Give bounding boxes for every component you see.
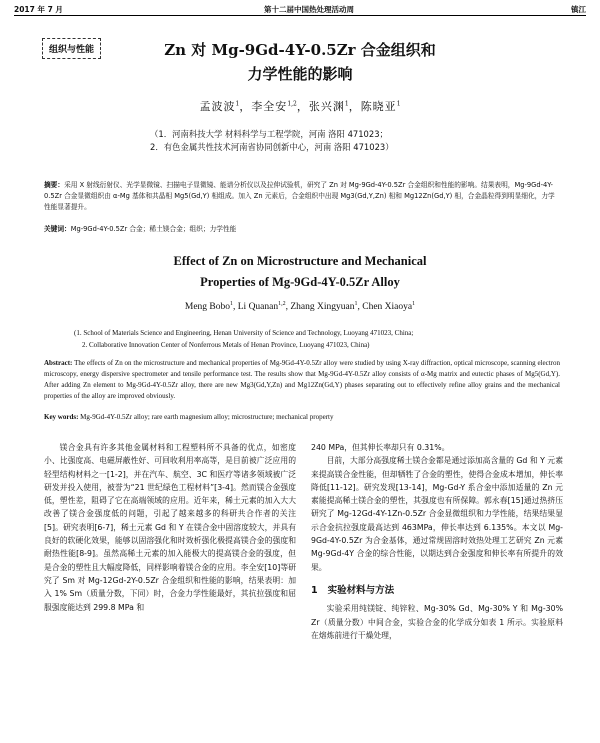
english-authors: Meng Bobo$^1$, Li Quanan$^{1,2}$, Zhang Xingyuan$^1$, Chen Xiaoya$^1$ (184, 301, 416, 313)
author-affiliation-mark: 1,2 (287, 100, 297, 108)
abstract-label: Abstract: (44, 359, 73, 367)
english-title-line2: Properties of Mg-9Gd-4Y-0.5Zr Alloy (200, 275, 400, 289)
author-affiliation-mark: 1 (412, 301, 416, 307)
abstract-text: The effects of Zn on the microstructure and mechanical properties of Mg-9Gd-4Y-0.5Zr alloy were studied by using X-ray diffraction, optical microscope, scanning electron microscopy, energy dispersive spectrometer and tensile performance test. The results show that Mg-9Gd-4Y-0.5Zr alloy consists of α-Mg matrix and eutectic phases of Mg5(Gd,Y). After adding Zn element to Mg-9Gd-4Y-0.5Zr alloy, there are new Mg3(Gd,Y,Zn) and Mg12Zn(Gd,Y) phases separating out to effectively refine alloy grains and the mechanical properties of the alloy are improved obviously. (44, 359, 560, 400)
keywords-label: 关键词： (44, 225, 71, 233)
author-affiliation-mark: 1 (396, 100, 401, 108)
author-name: 陈晓亚 (360, 100, 397, 113)
body-paragraph: 实验采用纯镁锭、纯锌粒、Mg-30% Gd、Mg-30% Y 和 Mg-30% Zr（质量分数）中间合金，实验合金的化学成分如表 1 所示。实验原料在熔炼前进行干燥处理， (311, 604, 563, 640)
author-affiliation-mark: 1 (354, 301, 358, 307)
chinese-abstract (44, 180, 560, 213)
author-name: 李全安 (251, 100, 288, 113)
author-affiliation-mark: 1 (344, 100, 349, 108)
chinese-authors: 孟波波$^1$，李全安$^{1,2}$，张兴渊$^1$，陈晓亚$^1$ (199, 100, 401, 113)
body-column-left (44, 441, 296, 614)
author-name: Zhang Xingyuan (290, 302, 355, 313)
abstract-text: 采用 X 射线衍射仪、光学显微镜、扫描电子显微镜、能谱分析仪以及拉伸试验机，研究了 Zn 对 Mg-9Gd-4Y-0.5Zr 合金组织和性能的影响。结果表明，Mg-9Gd-4Y-0.5Zr 合金显微组织由 α-Mg 基体和共晶相 Mg5(Gd,Y) 相组成。加入 Zn 元素后，合金组织中出现 Mg3(Gd,Y,Zn) 相和 Mg12Zn(Gd,Y) 相，合金晶粒得到明显细化，力学性能显著提升。 (44, 181, 555, 211)
affiliation-2: 2．有色金属共性技术河南省协同创新中心，河南 洛阳 471023） (150, 142, 394, 152)
body-column-right (311, 441, 563, 642)
english-keywords (44, 412, 560, 423)
body-paragraph: 240 MPa，但其伸长率却只有 0.31%。 (311, 443, 450, 452)
author-affiliation-mark: 1,2 (278, 301, 286, 307)
keywords-text: Mg-9Gd-4Y-0.5Zr 合金；稀土镁合金；组织；力学性能 (70, 225, 237, 233)
section-title: 实验材料与方法 (327, 584, 395, 596)
keywords-label: Key words: (44, 413, 79, 421)
section-number: 1 (311, 584, 318, 596)
header-date: 2017 年 7 月 (14, 5, 63, 14)
chinese-title-line2: 力学性能的影响 (247, 65, 353, 83)
abstract-label: 摘要： (44, 181, 65, 189)
header-journal: 第十二届中国热处理活动周 (264, 5, 354, 14)
author-name: Meng Bobo (184, 302, 230, 313)
english-title-line1: Effect of Zn on Microstructure and Mechanical (173, 254, 427, 268)
column-badge: 组织与性能 (42, 38, 101, 59)
affiliation-2: 2. Collaborative Innovation Center of Nonferrous Metals of Henan Province, Luoyang 471023, China) (82, 341, 370, 349)
header-rule (14, 15, 586, 16)
section-heading (311, 584, 563, 597)
chinese-title (0, 38, 600, 86)
author-name: Li Quanan (237, 302, 279, 313)
header-location: 镇江 (571, 5, 586, 14)
affiliation-1: （1．河南科技大学 材料科学与工程学院，河南 洛阳 471023； (150, 129, 388, 139)
affiliation-1: (1. School of Materials Science and Engineering, Henan University of Science and Technology, Luoyang 471023, China; (74, 329, 414, 337)
author-affiliation-mark: 1 (230, 301, 233, 307)
author-name: Chen Xiaoya (362, 302, 413, 313)
chinese-title-line1: Zn 对 Mg-9Gd-4Y-0.5Zr 合金组织和 (164, 41, 436, 59)
author-name: 孟波波 (199, 100, 236, 113)
english-title (0, 251, 600, 293)
keywords-text: Mg-9Gd-4Y-0.5Zr alloy; rare earth magnesium alloy; microstructure; mechanical property (80, 413, 334, 421)
english-abstract (44, 358, 560, 402)
body-paragraph: 目前，大部分高强度稀土镁合金都是通过添加高含量的 Gd 和 Y 元素来提高镁合金性能，但却牺牲了合金的塑性，使得合金成本增加，伸长率降低[11-12]。研究发现[13-14]，Mg-Gd-Y 系合金中添加适量的 Zn 元素能提高稀土镁合金的塑性，其强度也有所保障。郭永春[15]通过热挤压研究了 Mg-12Gd-4Y-1Zn-0.5Zr 合金显微组织和力学性能，结果结果显示合金抗拉强度最高达到 463MPa，伸长率达到 6.135%。本文以 Mg-9Gd-4Y-0.5Zr 为合金基体，通过常规固溶时效热处理工艺研究 Zn 元素 Mg-9Gd-4Y 合金的综合性能，以期达到合金强度和伸长率有所提升的效果。 (311, 456, 563, 572)
body-paragraph: 镁合金具有许多其他金属材料和工程塑料所不具备的优点，如密度小、比强度高、电磁屏蔽性好、可回收利用率高等，是目前被广泛应用的轻型结构材料之一[1-2]，并在汽车、航空、3C 和医疗等诸多领域被广泛研发并投入使用，被誉为“21 世纪绿色工程材料”[3-4]。然而镁合金强度低，塑性差，阻碍了它在高端领域的应用。近年来，稀土元素的加入大大改善了镁合金强度低的问题，引起了越来越多的科研共合作者的关注[5]。研究表明[6-7]，稀土元素 Gd 和 Y 在镁合金中固溶度较大，并具有良好的软硬化效果，能够以固溶强化和时效析强化极提高镁合金的强度和耐热性能[8-9]。虽然高稀土元素的加入能极大的提高镁合金的强度，但是合金的塑性且大幅度降低，同样影响着镁合金的应用。李全安[10]等研究了 Sm 对 Mg-12Gd-2Y-0.5Zr 合金组织和性能的影响，结果表明：加入 1% Sm（质量分数，下同）时，合金力学性能最好，其抗拉强度和屈服强度能达到 299.8 MPa 和 (44, 443, 296, 612)
english-affiliations (74, 327, 413, 351)
author-affiliation-mark: 1 (235, 100, 240, 108)
chinese-keywords (44, 224, 560, 235)
author-name: 张兴渊 (308, 100, 345, 113)
chinese-affiliations (150, 128, 394, 154)
